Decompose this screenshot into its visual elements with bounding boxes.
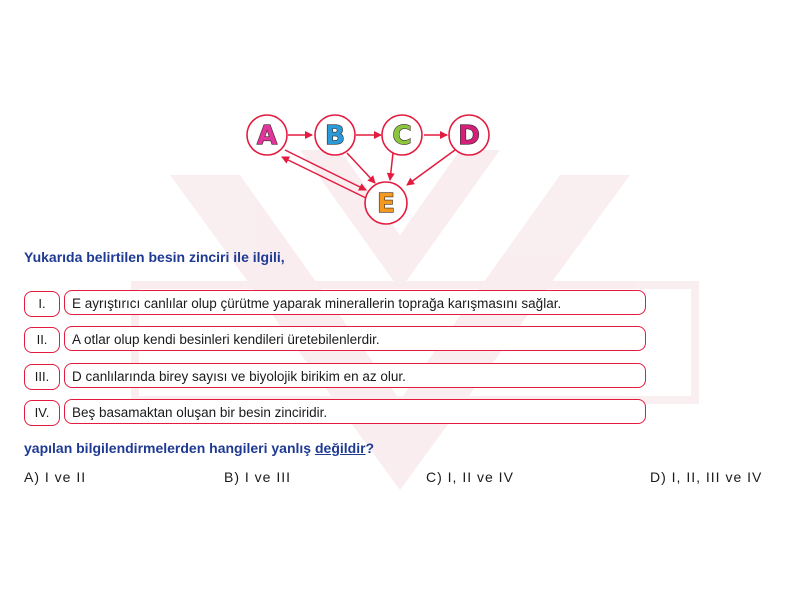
option-label: C) [426,469,443,485]
option-label: A) [24,469,40,485]
option-label: B) [224,469,240,485]
arrow-a-to-e [285,150,366,190]
arrow-c-to-e [390,153,393,180]
option-d[interactable] [650,469,762,485]
option-text: I, II, III ve IV [671,469,763,485]
food-chain-diagram [0,0,800,240]
svg-text:B: B [325,121,345,151]
statement-number: I. [24,291,60,317]
option-a[interactable] [24,469,86,485]
node-e [365,182,407,224]
option-text: I ve III [244,469,292,485]
statement-text: E ayrıştırıcı canlılar olup çürütme yaparak minerallerin toprağa karışmasını sağlar. [64,290,646,315]
svg-text:C: C [392,121,412,151]
statement-number: IV. [24,400,60,426]
svg-text:D: D [458,121,480,151]
arrow-e-to-a [282,157,366,198]
question-text [24,440,374,456]
node-b [315,115,355,155]
question-emphasis: değildir [314,440,366,456]
node-d [449,115,489,155]
svg-text:A: A [256,121,278,151]
statement-number: II. [24,327,60,353]
statement-row [24,290,650,318]
node-c [382,115,422,155]
arrow-b-to-e [347,153,375,183]
option-text: I, II ve IV [447,469,514,485]
statement-text: D canlılarında birey sayısı ve biyolojik birikim en az olur. [64,363,646,388]
statement-text: Beş basamaktan oluşan bir besin zinciridir. [64,399,646,424]
statement-text: A otlar olup kendi besinleri kendileri üretebilenlerdir. [64,326,646,351]
question-after: ? [365,440,375,456]
statement-row [24,326,650,354]
question-before: yapılan bilgilendirmelerden hangileri yanlış [24,440,315,456]
statement-row [24,399,650,427]
question-intro: Yukarıda belirtilen besin zinciri ile ilgili, [24,249,285,265]
option-text: I ve II [44,469,87,485]
option-label: D) [650,469,667,485]
svg-text:E: E [377,189,395,219]
option-b[interactable] [224,469,291,485]
option-c[interactable] [426,469,514,485]
arrow-d-to-e [407,150,455,185]
node-a [247,115,287,155]
statement-number: III. [24,364,60,390]
statement-row [24,363,650,391]
